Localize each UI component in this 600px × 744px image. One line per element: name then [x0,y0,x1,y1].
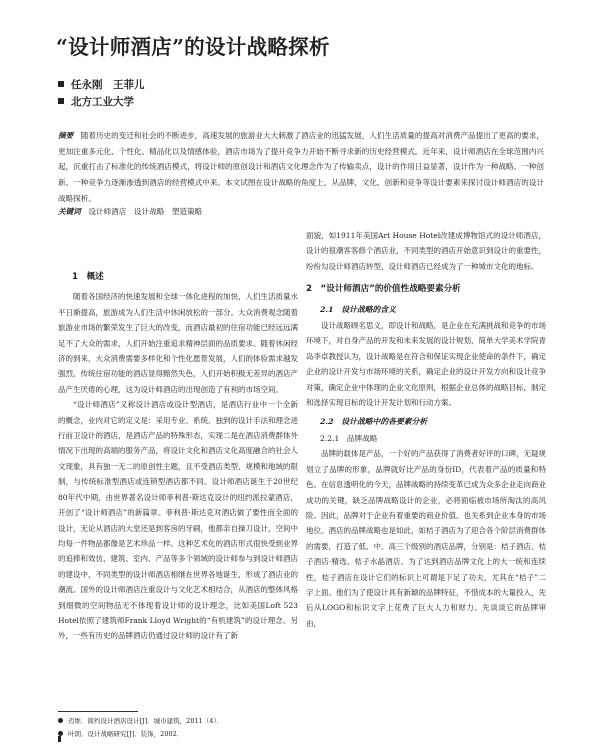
right-column [306,228,546,631]
keywords-label: 关键词 [58,207,81,216]
affiliation: 北方工业大学 [71,96,134,108]
abstract-label: 摘要 [58,131,74,140]
abstract-text: 随着历史的变迁和社会的不断进步，高速发展的旅游业大大刺激了酒店业的迅猛发展，人们生活质量的提高对消费产品提出了更高的要求，更加注重多元化、个性化、精品化以及情感体验，酒店市场为了提升竞争力开始不断寻求新的历史经营模式。近年来，设计师酒店在全球范围内兴起，沉重打击了标准化的传统酒店模式，将设计师的原创设计和酒店文化理念作为了传输卖点，设计的作用日益显著，设计作为一种战略、一种创新、一种竞争力逐渐渗透到酒店的经营模式中来。本文试图在设计战略的角度上，从品牌、文化、创新和竞争等设计要素来探讨设计师酒店的设计战略探析。 [58,131,544,203]
paragraph: 面貌，如1911年美国Art House Hotel改建成博物馆式的设计师酒店，设计的很潮客客修个酒店业，不同类型的酒店开始意识到设计的重要性，纷纷勾设计师酒店转型，设计师酒店已经成为了一种城市文化的地标。 [306,231,546,271]
bullet-square-icon [58,98,64,104]
paragraph: “设计师酒店”又称设计酒店或设计型酒店，是酒店行业中一个全新的概念，业内对它的定义是：采用专业、系统、独到的设计手法和理念进行前卫设计的酒店，是酒店产品的特殊形态，实现二是在酒店消费群体外情况下出现的高端的服务产品，将设计文化和酒店文化高度融合的社会人文现象，具有独一无二的原创性主题，且不受酒店类型、规模和地域的限制，与传统标准型酒店或连锁型酒店都不同。设计师酒店诞生于20世纪80年代中期，由世界著名设计师菲利普·斯达克设计的纽约派拉蒙酒店，开创了“设计师酒店”的新篇章。菲利普·斯达克对酒店做了要性而全面的设计，无论从酒店的大堂还是到客房的牙刷，他都亲自操刀设计，空间中均每一件物品都像是艺术珍品一样。这种艺术化的酒店形式很快受到业界的追捧和效仿，建筑、室内、产品等多个领域的设计师参与到设计师酒店的建设中，不同类型的设计师酒店相继在世界各地诞生，形成了酒店业的潮流。国外的设计师酒店注重设计与文化艺术相结合，从酒店的整体风格到细微的空间物品无不体现着设计师的设计理念，比如美国Loft 523 Hotel依照了建筑师Frank Lloyd Wright的“有机建筑”的设计理念。另外，一些有历史的品牌酒店仍通过设计师的设计有了新 [58,400,298,641]
page-edge-mark [58,736,61,742]
footnote-2-text: 叶朗．设计战略研究[J]．装饰，2002． [68,730,184,738]
footnote-divider [58,711,138,712]
section-2-2-heading: 2.2 设计战略中的各要素分析 [320,417,428,427]
author-line [58,77,145,92]
footnote-2 [58,729,183,738]
section-2-2-1-heading: 2.2.1 品牌战略 [320,433,378,443]
keywords-text: 设计师酒店 设计战略 塑造策略 [88,207,203,216]
paragraph: 品牌的载体是产品，一个好的产品获得了消费者好评的口碑，无疑规划立了品牌的形象，品牌就好比产品的身份ID，代表着产品的质量和特色。在信息透明化的今天，品牌战略的持续变革已成为众多企业走向商业成功的关键，缺乏品牌战略设计的企业，必将面临被市场所淘汰的高风险。因此，品牌对于企业有着重要的商业价值。也关系到企业本身的市场地位。酒店的品牌战略也是如此，如桔子酒店为了迎合各个阶层消费群体的需要，打造了低、中、高三个级别的酒店品牌，分别是：桔子酒店、桔子酒店·精选、桔子水晶酒店。为了达到酒店品牌文化上的大一统和连续性，桔子酒店在设计它们的标识上可谓是下足了功夫，尤其在“桔子”二字上面。他们为了使设计具有新颖的品牌特征，不惜成本的大量投入，先后从LOGO和标识文字上花费了巨大人力和财力。先谈谈它的品牌审由， [306,449,546,628]
footnote-1 [58,716,223,725]
authors: 任永刚 王菲儿 [71,79,145,91]
section-2-heading: 2 “设计师酒店”的价值性战略要素分析 [306,284,461,295]
paper-title: “设计师酒店”的设计战略探析 [56,35,330,59]
affiliation-line [58,94,134,109]
footnote-1-text: 迈维．简约设计酒店设计[J]．城市建筑，2011（4）． [68,717,224,725]
paragraph: 设计战略顾名思义，即设计和战略，是企业在充满挑战和竞争的市场环境下，对自身产品的开发和未来发展的设计规划，简单大学美术学院青岛李卓教授认为，设计战略是在符合和保证实现企业使命的条件下，确定企业的设计开发与市场环境的关系，确定企业的设计开发方向和设计竞争对策，确定企业中体现的企业文化原则，根据企业总体的战略目标，制定和选择实现目标的设计开发计划和行动方案。 [306,321,546,408]
footnote-marker-icon [58,718,63,723]
section-1-heading: 1 概述 [72,272,104,282]
abstract [58,128,544,207]
bullet-square-icon [58,81,64,87]
left-column [58,266,298,644]
section-2-1-heading: 2.1 设计战略的含义 [320,304,396,314]
paragraph: 随着各国经济的快速发展和全球一体化进程的加快，人们生活质量水平日渐提高，旅游成为人们生活中休闲放松的一部分。大众消费观念随着旅游业市场的繁荣发生了巨大的改变，而酒店最初的住宿功能已经远远满足不了大众的需求，人们开始注重追求精神层面的品质要求。随着休闲经济的到来，大众消费需要多样化和个性化愿景发展，人们的体验需求越发强烈，传统住宿功能的酒店显得黯然失色，人们开始积极无差异的酒店产品产生厌倦的心理，这为设计师酒店的出现创造了有利的市场空间。 [58,292,298,394]
keywords [58,206,202,217]
